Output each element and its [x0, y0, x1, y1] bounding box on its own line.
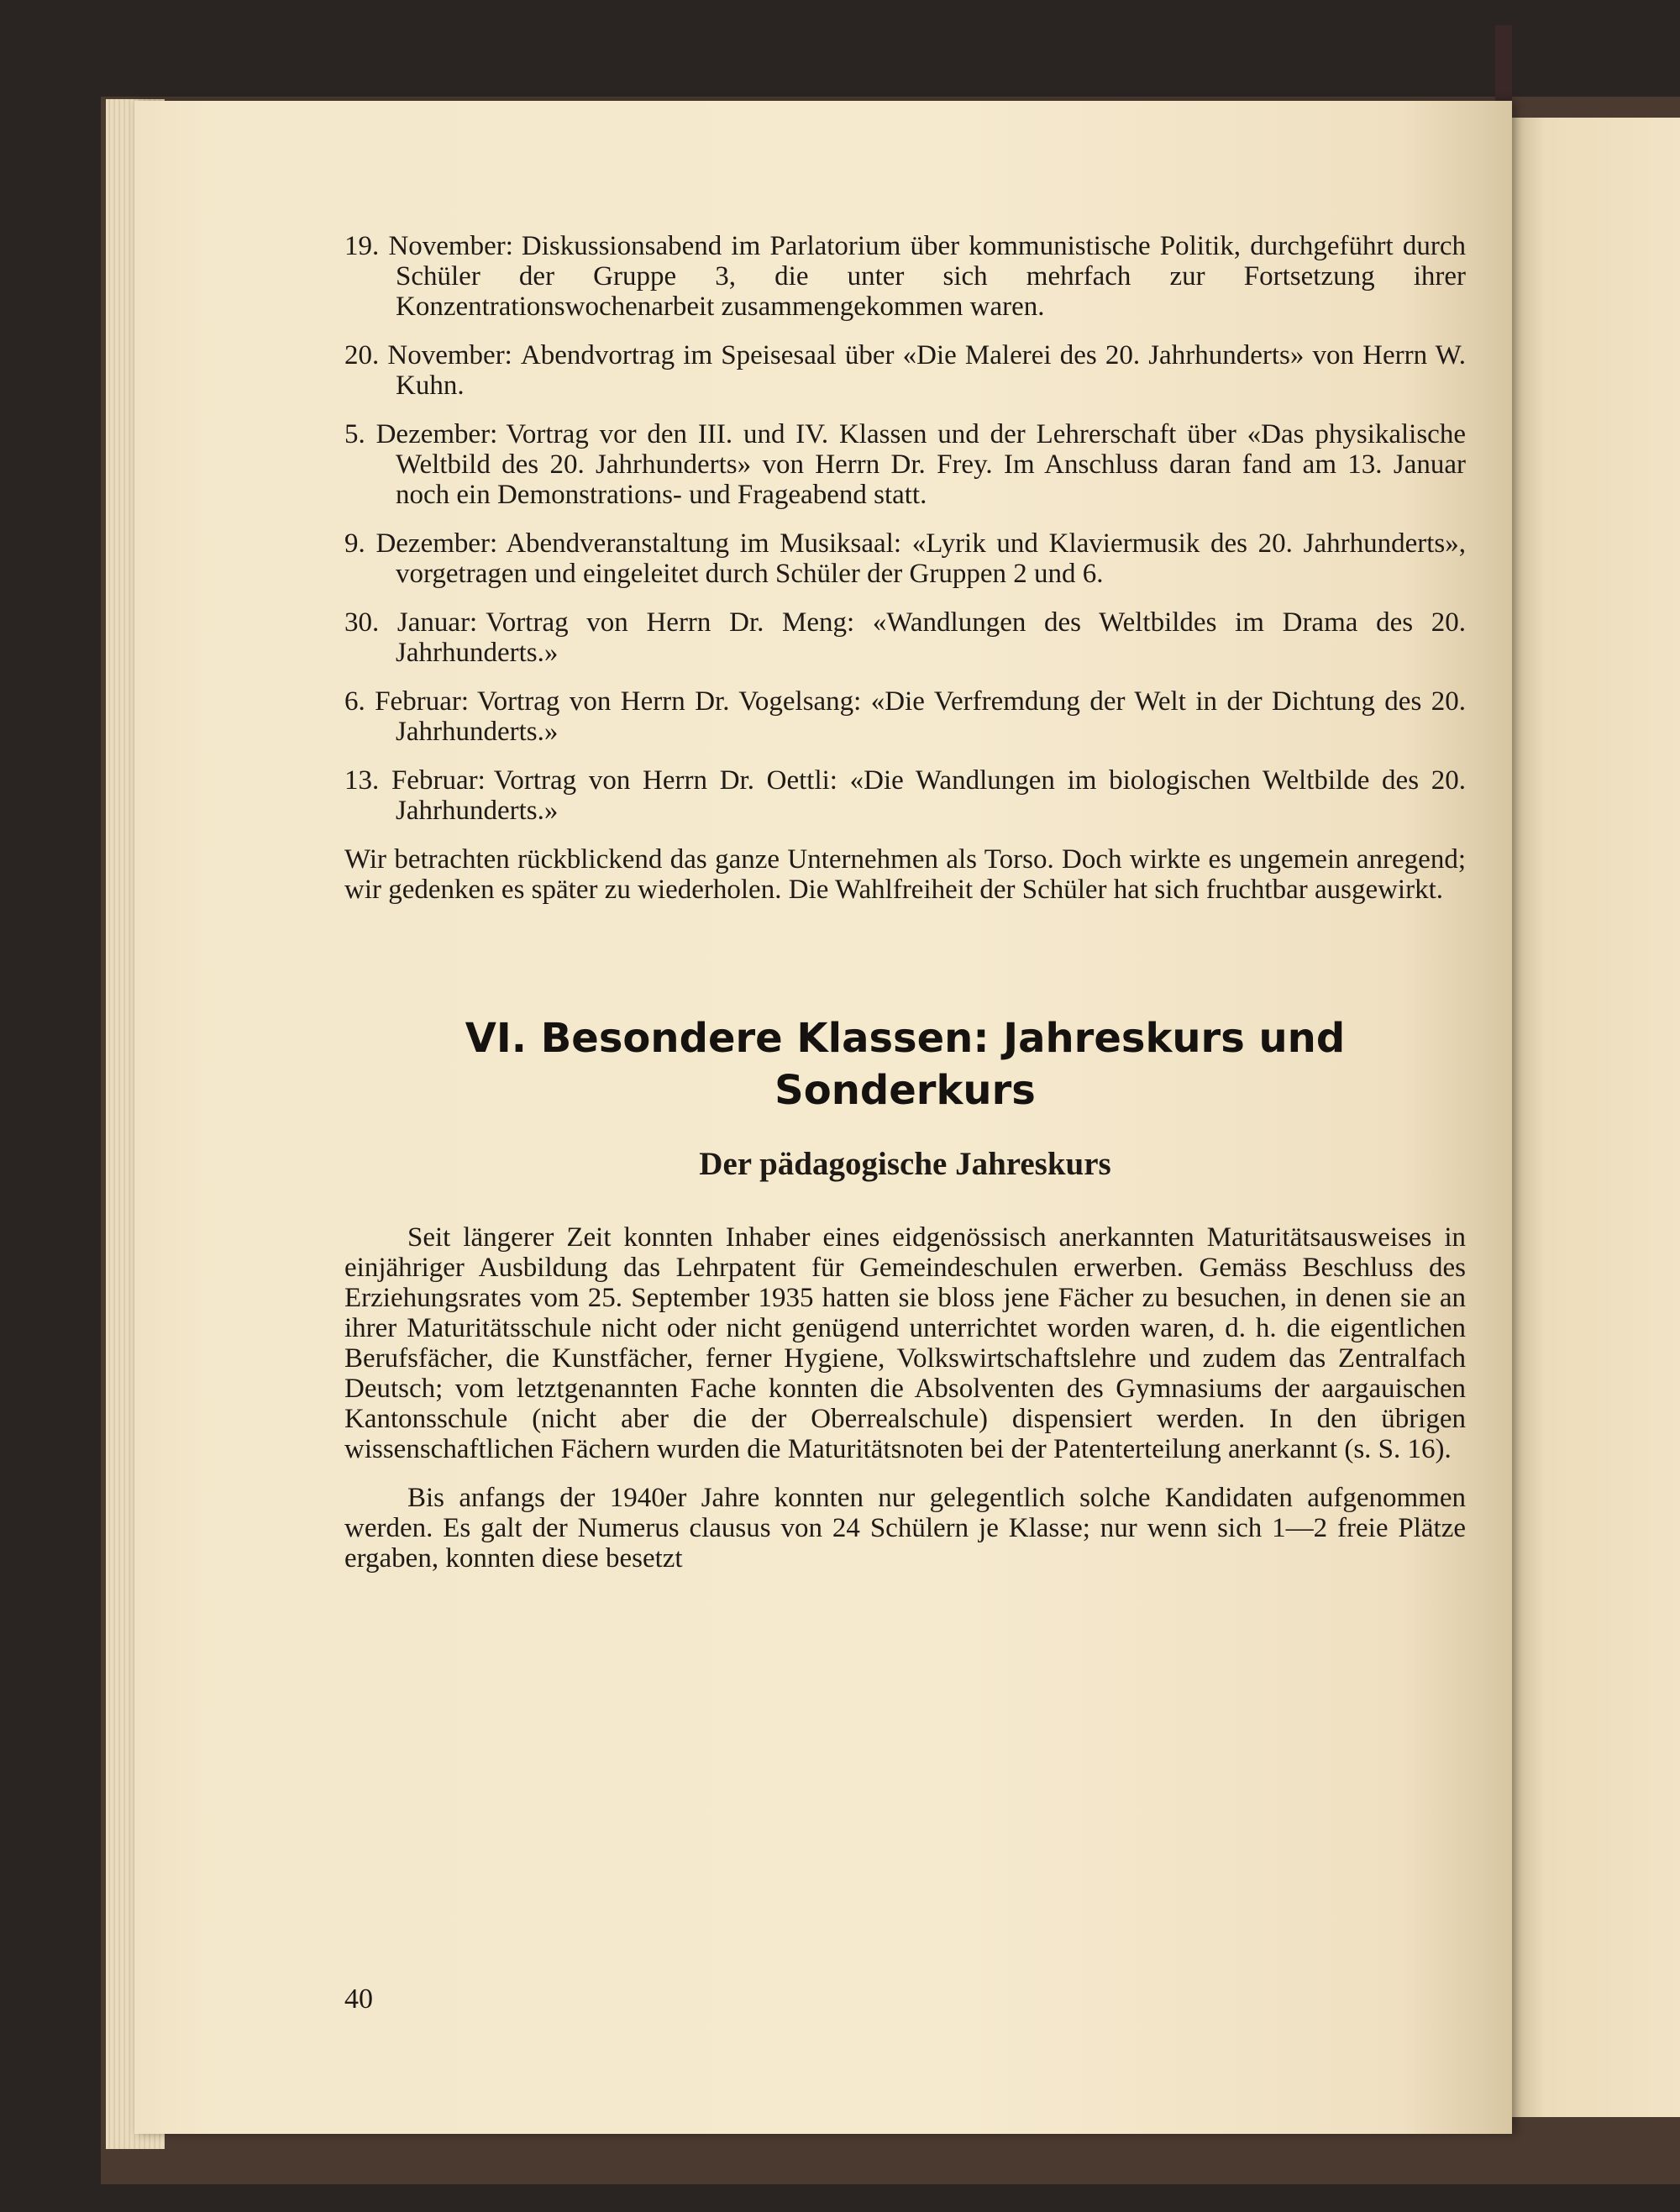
event-entry: [344, 419, 1466, 510]
event-text: Abendvortrag im Speisesaal über «Die Malerei des 20. Jahrhunderts» von Herrn W. Kuhn.: [396, 340, 1467, 401]
section-title: [344, 1012, 1466, 1117]
event-text: Vortrag von Herrn Dr. Oettli: «Die Wandlungen im biologischen Weltbilde des 20. Jahrhunderts.»: [396, 765, 1466, 826]
event-date: 19. November:: [344, 231, 513, 261]
event-entry: [344, 765, 1466, 826]
event-date: 30. Januar:: [344, 607, 478, 638]
event-date: 6. Februar:: [344, 686, 469, 717]
event-list: [344, 231, 1466, 826]
closing-paragraph: Wir betrachten rückblickend das ganze Unternehmen als Torso. Doch wirkte es ungemein anregend; wir gedenken es später zu wiederholen. Die Wahlfreiheit der Schüler hat sich fruchtbar ausgewirkt.: [344, 844, 1466, 905]
section-title-line-2: Sonderkurs: [774, 1067, 1036, 1114]
event-date: 13. Februar:: [344, 765, 486, 796]
event-entry: [344, 607, 1466, 668]
event-date: 20. November:: [344, 340, 512, 370]
sub-title: Der pädagogische Jahreskurs: [699, 1146, 1111, 1182]
event-text: Abendveranstaltung im Musiksaal: «Lyrik und Klaviermusik des 20. Jahrhunderts», vorgetragen und eingeleitet durch Schüler der Gruppen 2 und 6.: [396, 528, 1466, 589]
event-entry: [344, 340, 1466, 401]
event-text: Vortrag vor den III. und IV. Klassen und der Lehrerschaft über «Das physikalische Weltbild des 20. Jahrhunderts» von Herrn Dr. Frey. Im Anschluss daran fand am 13. Januar noch ein Demonstrations- und Frageabend statt.: [396, 419, 1466, 510]
page-content: [344, 231, 1466, 1592]
book-page: [134, 101, 1512, 2134]
section-title-line-1: VI. Besondere Klassen: Jahreskurs und: [465, 1015, 1346, 1062]
event-text: Diskussionsabend im Parlatorium über kommunistische Politik, durchgeführt durch Schüler der Gruppe 3, die unter sich mehrfach zur Fortsetzung ihrer Konzentrationswochenarbeit zusammengekommen waren.: [396, 231, 1467, 322]
page-number: 40: [344, 1983, 373, 2015]
event-entry: [344, 686, 1466, 747]
event-date: 9. Dezember:: [344, 528, 498, 559]
event-text: Vortrag von Herrn Dr. Vogelsang: «Die Verfremdung der Welt in der Dichtung des 20. Jahrhunderts.»: [396, 686, 1466, 747]
body-paragraph-1: Seit längerer Zeit konnten Inhaber eines eidgenössisch anerkannten Maturitätsausweises in einjähriger Ausbildung das Lehrpatent für Gemeindeschulen erwerben. Gemäss Beschluss des Erziehungsrates vom 25. September 1935 hatten sie bloss jene Fächer zu besuchen, in denen sie an ihrer Maturitätsschule nicht oder nicht genügend unterrichtet worden waren, d. h. die eigentlichen Berufsfächer, die Kunstfächer, ferner Hygiene, Volkswirtschaftslehre und zudem das Zentralfach Deutsch; vom letztgenannten Fache konnten die Absolventen des Gymnasiums der aargauischen Kantonsschule (nicht aber die der Oberrealschule) dispensiert werden. In den übrigen wissenschaftlichen Fächern wurden die Maturitätsnoten bei der Patenterteilung anerkannt (s. S. 16).: [344, 1222, 1466, 1464]
facing-page: [1512, 118, 1680, 2117]
event-text: Vortrag von Herrn Dr. Meng: «Wandlungen des Weltbildes im Drama des 20. Jahrhunderts.»: [396, 607, 1466, 668]
event-date: 5. Dezember:: [344, 419, 498, 449]
body-paragraph-2: Bis anfangs der 1940er Jahre konnten nur gelegentlich solche Kandidaten aufgenommen werden. Es galt der Numerus clausus von 24 Schülern je Klasse; nur wenn sich 1—2 freie Plätze ergaben, konnten diese besetzt: [344, 1483, 1466, 1574]
event-entry: [344, 231, 1466, 322]
event-entry: [344, 528, 1466, 589]
